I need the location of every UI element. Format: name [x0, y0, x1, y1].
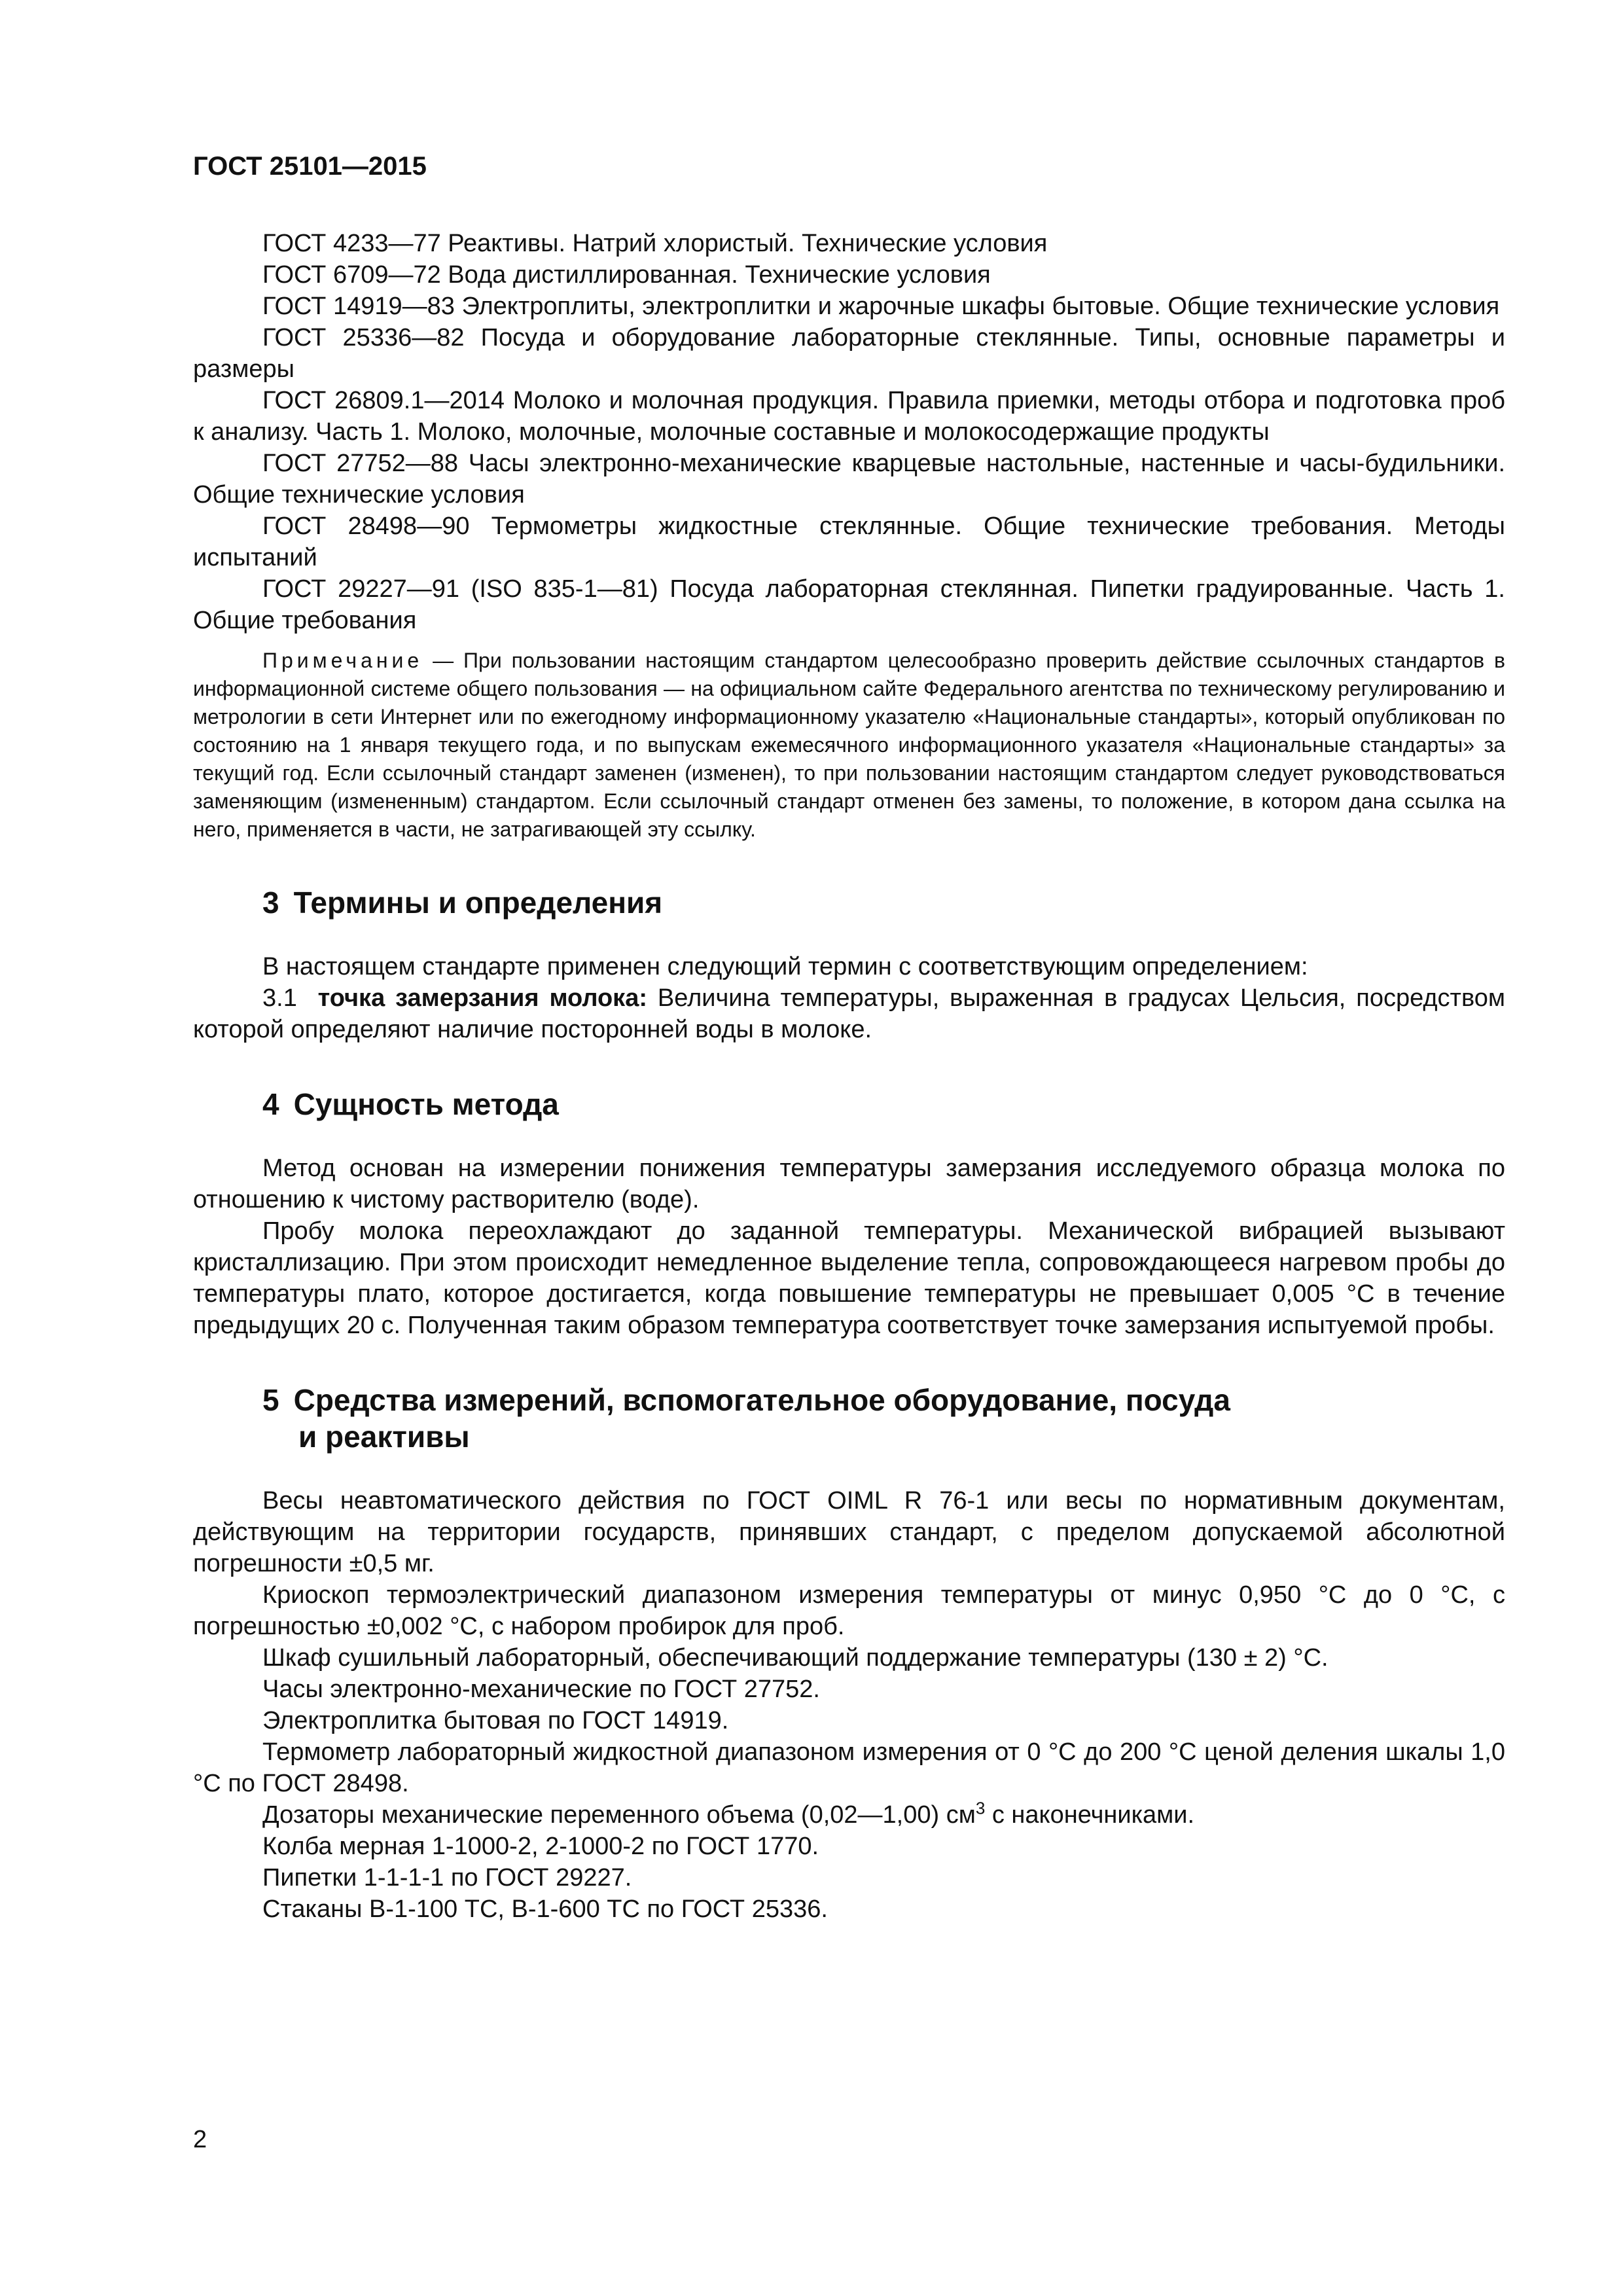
section-title: Термины и определения: [293, 886, 663, 920]
term-number: 3.1: [262, 984, 297, 1012]
reference-item: ГОСТ 6709—72 Вода дистиллированная. Технические условия: [262, 261, 991, 289]
reference-item: ГОСТ 27752—88 Часы электронно-механические кварцевые настольные, настенные и часы-будильники. Общие технические условия: [193, 450, 1505, 509]
method-paragraph: Пробу молока переохлаждают до заданной температуры. Механической вибрацией вызывают кристаллизацию. При этом происходит немедленное выделение тепла, сопровождающееся нагревом пробы до температуры плато, которое достигается, когда повышение температуры не превышает 0,005 °С в течение предыдущих 20 с. Полученная таким образом температура соответствует точке замерзания испытуемой пробы.: [193, 1217, 1505, 1339]
section-5-heading: [193, 1382, 1505, 1455]
equipment-item: Пипетки 1-1-1-1 по ГОСТ 29227.: [262, 1864, 632, 1892]
reference-item: ГОСТ 4233—77 Реактивы. Натрий хлористый. Технические условия: [262, 230, 1048, 257]
term-definition: [193, 982, 1505, 1045]
note-label: Примечание: [262, 649, 423, 672]
equipment-item: Весы неавтоматического действия по ГОСТ OIML R 76-1 или весы по нормативным документам, действующим на территории государств, принявших стандарт, с пределом допускаемой абсолютной погрешности ±0,5 мг.: [193, 1487, 1505, 1577]
equipment-item: Шкаф сушильный лабораторный, обеспечивающий поддержание температуры (130 ± 2) °С.: [262, 1644, 1329, 1672]
section-title: Средства измерений, вспомогательное оборудование, посуда: [293, 1383, 1230, 1417]
superscript-unit: 3: [975, 1798, 986, 1818]
note-paragraph: [193, 647, 1505, 844]
note-text: — При пользовании настоящим стандартом целесообразно проверить действие ссылочных стандартов в информационной системе общего пользования — на официальном сайте Федерального агентства по техническому регулированию и метрологии в сети Интернет или по ежегодному информационному указателю «Национальные стандарты», который опубликован по состоянию на 1 января текущего года, и по выпускам ежемесячного информационного указателя «Национальные стандарты» за текущий год. Если ссылочный стандарт заменен (изменен), то при пользовании настоящим стандартом следует руководствоваться заменяющим (измененным) стандартом. Если ссылочный стандарт отменен без замены, то положение, в котором дана ссылка на него, применяется в части, не затрагивающей эту ссылку.: [193, 649, 1505, 841]
equipment-list: [193, 1485, 1505, 1925]
normative-references: [193, 228, 1505, 636]
section-3-intro: В настоящем стандарте применен следующий термин с соответствующим определением:: [262, 953, 1308, 980]
equipment-item: [193, 1799, 1505, 1831]
reference-item: ГОСТ 29227—91 (ISO 835-1—81) Посуда лабораторная стеклянная. Пипетки градуированные. Часть 1. Общие требования: [193, 575, 1505, 634]
section-title: Сущность метода: [293, 1087, 559, 1121]
reference-item: ГОСТ 26809.1—2014 Молоко и молочная продукция. Правила приемки, методы отбора и подготовка проб к анализу. Часть 1. Молоко, молочные, молочные составные и молокосодержащие продукты: [193, 387, 1505, 446]
document-page: [193, 151, 1505, 1925]
section-number: 3: [262, 886, 279, 920]
equipment-item: Электроплитка бытовая по ГОСТ 14919.: [262, 1707, 729, 1734]
reference-item: ГОСТ 14919—83 Электроплиты, электроплитки и жарочные шкафы бытовые. Общие технические условия: [262, 293, 1500, 320]
document-code: ГОСТ 25101—2015: [193, 152, 427, 181]
equipment-item: Колба мерная 1-1000-2, 2-1000-2 по ГОСТ 1770.: [262, 1833, 819, 1860]
section-number: 4: [262, 1087, 279, 1121]
dosers-text-end: с наконечниками.: [985, 1801, 1195, 1829]
reference-item: ГОСТ 25336—82 Посуда и оборудование лабораторные стеклянные. Типы, основные параметры и размеры: [193, 324, 1505, 383]
section-number: 5: [262, 1383, 279, 1417]
method-paragraph: Метод основан на измерении понижения температуры замерзания исследуемого образца молока по отношению к чистому растворителю (воде).: [193, 1155, 1505, 1213]
section-title-continued: и реактивы: [298, 1420, 470, 1454]
page-number: 2: [193, 2126, 207, 2153]
dosers-text: Дозаторы механические переменного объема (0,02—1,00) см: [262, 1801, 976, 1829]
section-4-heading: [193, 1086, 1505, 1122]
equipment-item: Термометр лабораторный жидкостной диапазоном измерения от 0 °С до 200 °С ценой деления шкалы 1,0 °С по ГОСТ 28498.: [193, 1738, 1505, 1797]
term-text: Величина температуры, выраженная в градусах Цельсия, посредством которой определяют наличие посторонней воды в молоке.: [193, 984, 1505, 1043]
reference-item: ГОСТ 28498—90 Термометры жидкостные стеклянные. Общие технические требования. Методы испытаний: [193, 512, 1505, 571]
term-name: точка замерзания молока:: [317, 984, 647, 1012]
equipment-item: Криоскоп термоэлектрический диапазоном измерения температуры от минус 0,950 °С до 0 °С, с погрешностью ±0,002 °С, с набором пробирок для проб.: [193, 1581, 1505, 1640]
equipment-item: Стаканы В-1-100 ТС, В-1-600 ТС по ГОСТ 25336.: [262, 1895, 828, 1923]
equipment-item: Часы электронно-механические по ГОСТ 27752.: [262, 1676, 820, 1703]
section-3-heading: [193, 884, 1505, 921]
